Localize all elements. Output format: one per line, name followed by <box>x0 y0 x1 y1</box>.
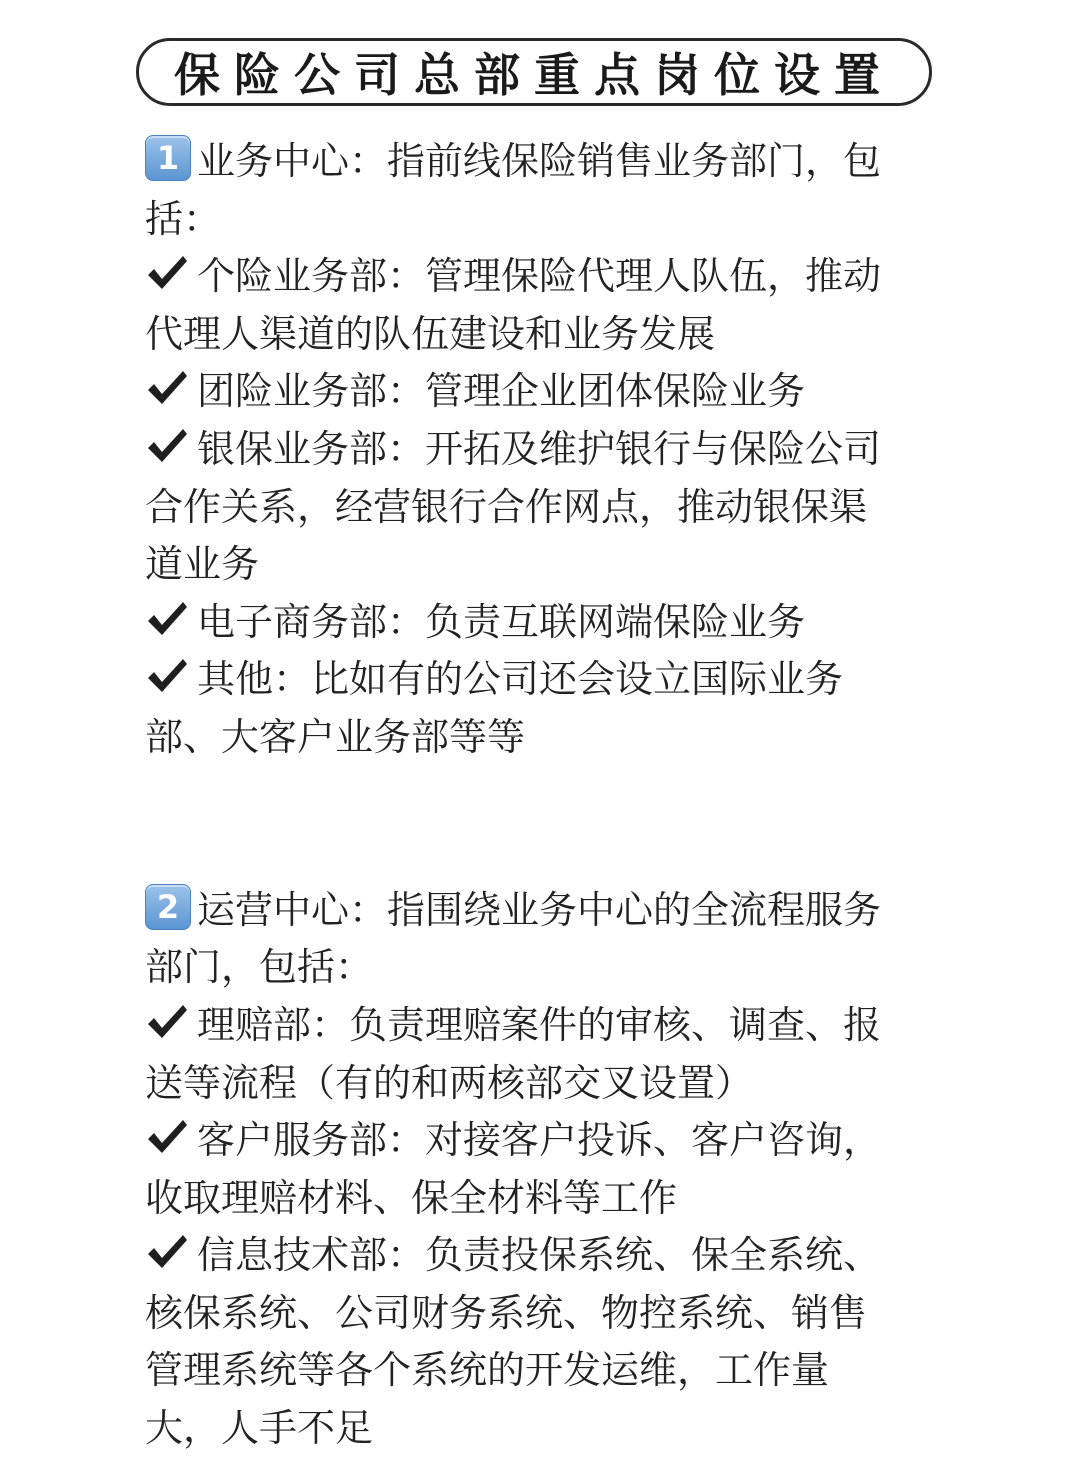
check-mark-icon <box>145 426 189 466</box>
check-mark-icon <box>145 656 189 696</box>
check-mark-icon <box>145 599 189 639</box>
list-item-text: 部、大客户业务部等等 <box>145 714 526 759</box>
list-item-text: 银保业务部：开拓及维护银行与保险公司 <box>197 426 882 471</box>
keycap-2-icon: 2 <box>145 884 191 930</box>
section1-intro-line1: 业务中心：指前线保险销售业务部门，包 <box>197 139 882 183</box>
check-mark-icon <box>145 1117 189 1157</box>
list-item-text: 代理人渠道的队伍建设和业务发展 <box>145 311 716 356</box>
page-title: 保险公司总部重点岗位设置 <box>174 48 894 102</box>
section-spacer <box>145 767 945 825</box>
check-mark-icon <box>145 253 189 293</box>
list-item-text: 核保系统、公司财务系统、物控系统、销售 <box>145 1290 868 1335</box>
list-item-text: 电子商务部：负责互联网端保险业务 <box>197 599 806 644</box>
list-item-text: 合作关系，经营银行合作网点，推动银保渠 <box>145 484 868 529</box>
list-item-text: 团险业务部：管理企业团体保险业务 <box>197 369 806 414</box>
section2-intro-line1: 运营中心：指围绕业务中心的全流程服务 <box>197 887 882 932</box>
list-item-text: 管理系统等各个系统的开发运维，工作量 <box>145 1348 830 1393</box>
list-item-text: 客户服务部：对接客户投诉、客户咨询， <box>197 1118 882 1163</box>
list-item-text: 大，人手不足 <box>145 1406 374 1451</box>
list-item-text: 其他：比如有的公司还会设立国际业务 <box>197 657 844 702</box>
title-banner <box>136 38 932 106</box>
section1-intro-line2: 括： <box>145 196 222 241</box>
check-mark-icon <box>145 368 189 408</box>
list-item <box>145 363 945 421</box>
list-item-text: 道业务 <box>145 542 260 587</box>
check-mark-icon <box>145 1002 189 1042</box>
article-body <box>145 133 945 1458</box>
list-item-text: 收取理赔材料、保全材料等工作 <box>145 1175 678 1220</box>
list-item <box>145 594 945 652</box>
section-spacer <box>145 824 945 882</box>
section2-intro-line2: 部门，包括： <box>145 945 374 990</box>
list-item <box>145 997 945 1055</box>
keycap-1-icon: 1 <box>145 135 191 181</box>
list-item-text: 个险业务部：管理保险代理人队伍，推动 <box>197 254 882 299</box>
list-item <box>145 248 945 306</box>
section1-heading <box>145 133 945 191</box>
list-item <box>145 1112 945 1170</box>
list-item <box>145 1227 945 1285</box>
list-item <box>145 651 945 709</box>
list-item <box>145 421 945 479</box>
section2-heading <box>145 882 945 940</box>
list-item-text: 理赔部：负责理赔案件的审核、调查、报 <box>197 1002 882 1047</box>
list-item-text: 信息技术部：负责投保系统、保全系统、 <box>197 1233 882 1278</box>
check-mark-icon <box>145 1232 189 1272</box>
list-item-text: 送等流程（有的和两核部交叉设置） <box>145 1060 754 1105</box>
